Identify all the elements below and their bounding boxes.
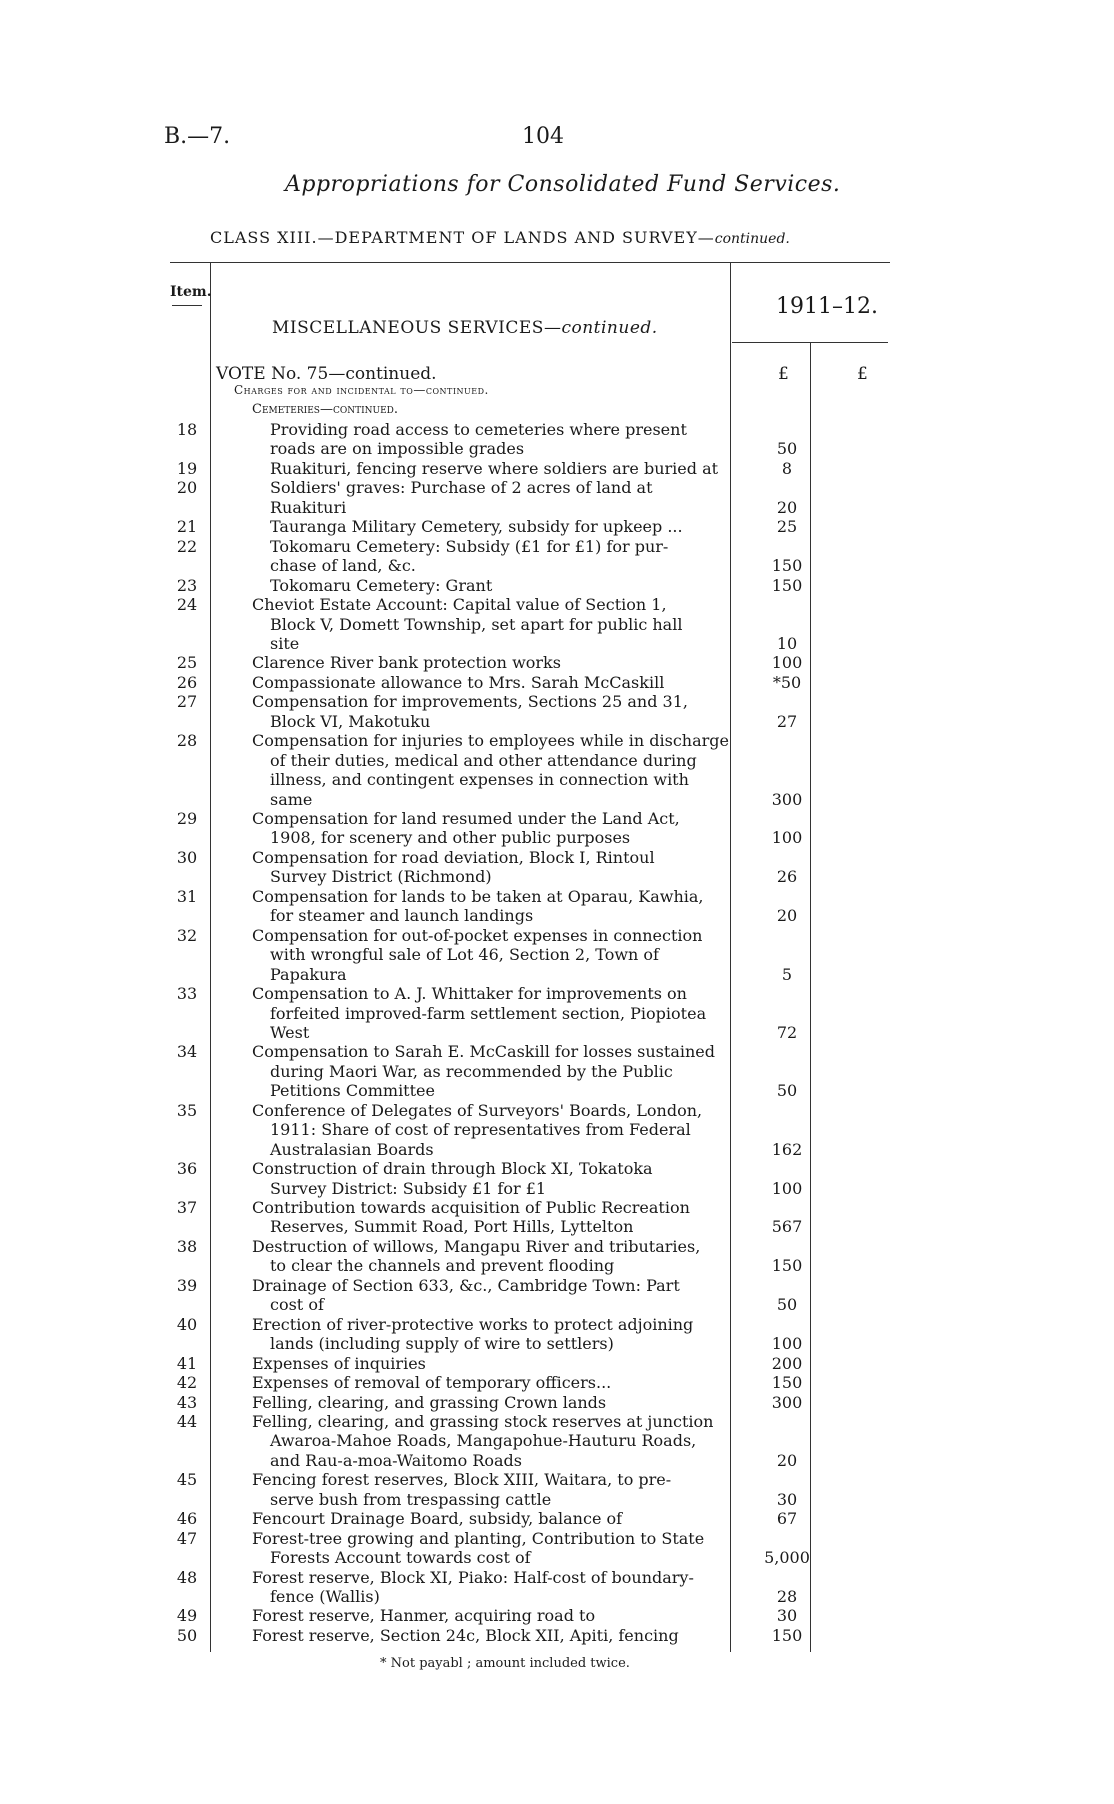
item-description-line: Forest reserve, Block XI, Piako: Half-cost of boundary- bbox=[252, 1567, 694, 1587]
item-description-line: during Maori War, as recommended by the Public bbox=[270, 1061, 673, 1081]
item-amount: 8 bbox=[781, 458, 793, 478]
item-number: 19 bbox=[176, 458, 198, 478]
item-description-line: Survey District: Subsidy £1 for £1 bbox=[270, 1178, 547, 1198]
class-heading-text: CLASS XIII.—DEPARTMENT OF LANDS AND SURVEY— bbox=[210, 228, 715, 247]
item-number: 26 bbox=[176, 672, 198, 692]
item-description-line: cost of bbox=[270, 1295, 324, 1315]
item-amount: 20 bbox=[776, 497, 798, 517]
item-description-line: Soldiers' graves: Purchase of 2 acres of land at bbox=[270, 478, 653, 498]
item-amount: 100 bbox=[771, 1334, 803, 1354]
item-description-line: Destruction of willows, Mangapu River and tributaries, bbox=[252, 1236, 701, 1256]
charges-heading: Charges for and incidental to—continued. bbox=[234, 383, 489, 397]
item-amount: 72 bbox=[776, 1022, 798, 1042]
table-top-rule bbox=[170, 262, 890, 263]
item-description-line: Expenses of removal of temporary officers... bbox=[252, 1373, 612, 1393]
item-description-line: Ruakituri bbox=[270, 497, 347, 517]
item-description-line: Tokomaru Cemetery: Grant bbox=[270, 575, 493, 595]
item-description-line: Felling, clearing, and grassing Crown lands bbox=[252, 1392, 607, 1412]
currency-symbol-2: £ bbox=[857, 364, 868, 384]
item-description-line: of their duties, medical and other attendance during bbox=[270, 750, 697, 770]
currency-symbol-1: £ bbox=[778, 364, 789, 384]
section-heading-continued: continued. bbox=[561, 318, 658, 338]
item-amount: 300 bbox=[771, 1392, 803, 1412]
item-description-line: Fencing forest reserves, Block XIII, Waitara, to pre- bbox=[252, 1470, 672, 1490]
item-description-line: roads are on impossible grades bbox=[270, 439, 525, 459]
item-amount: 30 bbox=[776, 1489, 798, 1509]
item-amount: 162 bbox=[771, 1139, 803, 1159]
item-number: 18 bbox=[176, 420, 198, 439]
item-description-line: Block V, Domett Township, set apart for public hall bbox=[270, 614, 683, 634]
item-number: 38 bbox=[176, 1236, 198, 1256]
item-number: 24 bbox=[176, 595, 198, 615]
item-number: 31 bbox=[176, 886, 198, 906]
item-amount: 150 bbox=[771, 556, 803, 576]
item-description-line: Compensation for improvements, Sections 25 and 31, bbox=[252, 692, 688, 712]
item-number: 37 bbox=[176, 1198, 198, 1217]
item-description-line: 1911: Share of cost of representatives from Federal bbox=[270, 1120, 691, 1140]
page-number: 104 bbox=[522, 124, 564, 149]
year-heading: 1911–12. bbox=[776, 294, 878, 319]
item-amount: 150 bbox=[771, 1256, 803, 1276]
item-number: 36 bbox=[176, 1159, 198, 1179]
item-amount: 67 bbox=[776, 1509, 798, 1529]
item-amount: 100 bbox=[771, 828, 803, 848]
document-code: B.—7. bbox=[164, 124, 231, 149]
item-description-line: Providing road access to cemeteries where present bbox=[270, 420, 687, 439]
item-number: 40 bbox=[176, 1314, 198, 1334]
item-number: 23 bbox=[176, 575, 198, 595]
year-heading-rule bbox=[732, 342, 888, 343]
item-description-line: Construction of drain through Block XI, Tokatoka bbox=[252, 1159, 653, 1179]
item-amount: 150 bbox=[771, 1373, 803, 1393]
section-heading bbox=[272, 318, 658, 338]
section-heading-text: MISCELLANEOUS SERVICES— bbox=[272, 318, 562, 338]
item-description-line: Forest-tree growing and planting, Contribution to State bbox=[252, 1528, 705, 1548]
item-description-line: Compensation for out-of-pocket expenses in connection bbox=[252, 925, 703, 945]
item-amount: 50 bbox=[776, 1081, 798, 1101]
item-amount: 26 bbox=[776, 867, 798, 887]
item-number: 47 bbox=[176, 1528, 198, 1548]
item-description-line: Compassionate allowance to Mrs. Sarah McCaskill bbox=[252, 672, 665, 692]
item-number: 30 bbox=[176, 847, 198, 867]
item-column-heading: Item. bbox=[170, 284, 212, 300]
item-amount: 567 bbox=[771, 1217, 803, 1237]
item-number: 34 bbox=[176, 1042, 198, 1062]
item-amount: 30 bbox=[776, 1606, 798, 1626]
amount-column-divider bbox=[730, 262, 731, 1652]
vote-heading: VOTE No. 75—continued. bbox=[216, 364, 437, 384]
item-description-line: for steamer and launch landings bbox=[270, 906, 534, 926]
item-number: 22 bbox=[176, 536, 198, 556]
item-amount: *50 bbox=[772, 672, 802, 692]
item-amount: 50 bbox=[776, 439, 798, 459]
item-description-line: same bbox=[270, 789, 313, 809]
item-amount: 27 bbox=[776, 711, 798, 731]
item-amount: 5 bbox=[781, 964, 793, 984]
item-amount: 300 bbox=[771, 789, 803, 809]
item-description-line: Awaroa-Mahoe Roads, Mangapohue-Hauturu Roads, bbox=[270, 1431, 697, 1451]
item-description-line: Conference of Delegates of Surveyors' Boards, London, bbox=[252, 1100, 703, 1120]
item-description-line: Compensation for road deviation, Block I, Rintoul bbox=[252, 847, 655, 867]
item-number: 21 bbox=[176, 517, 198, 537]
item-description-line: serve bush from trespassing cattle bbox=[270, 1489, 552, 1509]
item-amount: 20 bbox=[776, 1450, 798, 1470]
item-number: 44 bbox=[176, 1411, 198, 1431]
item-number: 29 bbox=[176, 809, 198, 828]
item-number: 35 bbox=[176, 1100, 198, 1120]
item-number: 20 bbox=[176, 478, 198, 498]
item-description-line: West bbox=[270, 1022, 310, 1042]
item-number: 48 bbox=[176, 1567, 198, 1587]
item-amount: 100 bbox=[771, 1178, 803, 1198]
item-description-line: with wrongful sale of Lot 46, Section 2, Town of bbox=[270, 945, 659, 965]
item-description-line: chase of land, &c. bbox=[270, 556, 416, 576]
item-amount: 28 bbox=[776, 1587, 798, 1606]
item-amount: 20 bbox=[776, 906, 798, 926]
item-description-line: Reserves, Summit Road, Port Hills, Lyttelton bbox=[270, 1217, 634, 1237]
item-description-line: Compensation for land resumed under the Land Act, bbox=[252, 809, 680, 828]
item-column-divider bbox=[210, 262, 211, 1652]
item-description-line: Forests Account towards cost of bbox=[270, 1548, 531, 1568]
item-description-line: Australasian Boards bbox=[270, 1139, 434, 1159]
item-description-line: lands (including supply of wire to settlers) bbox=[270, 1334, 614, 1354]
item-number: 41 bbox=[176, 1353, 198, 1373]
item-description-line: site bbox=[270, 633, 300, 653]
item-amount: 100 bbox=[771, 653, 803, 673]
item-description-line: Ruakituri, fencing reserve where soldiers are buried at bbox=[270, 458, 719, 478]
item-description-line: Drainage of Section 633, &c., Cambridge Town: Part bbox=[252, 1275, 680, 1295]
item-number: 49 bbox=[176, 1606, 198, 1626]
item-description-line: Fencourt Drainage Board, subsidy, balance of bbox=[252, 1509, 623, 1529]
item-number: 28 bbox=[176, 731, 198, 751]
item-heading-underline bbox=[172, 305, 202, 306]
item-description-line: to clear the channels and prevent flooding bbox=[270, 1256, 615, 1276]
item-description-line: 1908, for scenery and other public purposes bbox=[270, 828, 631, 848]
item-number: 27 bbox=[176, 692, 198, 712]
item-description-line: and Rau-a-moa-Waitomo Roads bbox=[270, 1450, 522, 1470]
item-number: 32 bbox=[176, 925, 198, 945]
item-description-line: Erection of river-protective works to protect adjoining bbox=[252, 1314, 694, 1334]
item-description-line: fence (Wallis) bbox=[270, 1587, 380, 1606]
item-description-line: illness, and contingent expenses in connection with bbox=[270, 770, 689, 790]
item-description-line: Papakura bbox=[270, 964, 347, 984]
item-description-line: Compensation for lands to be taken at Oparau, Kawhia, bbox=[252, 886, 704, 906]
item-amount: 50 bbox=[776, 1295, 798, 1315]
page-title: Appropriations for Consolidated Fund Services. bbox=[285, 172, 841, 197]
item-description-line: Survey District (Richmond) bbox=[270, 867, 492, 887]
item-amount: 200 bbox=[771, 1353, 803, 1373]
footnote: * Not payabl ; amount included twice. bbox=[380, 1656, 630, 1671]
cemeteries-heading: Cemeteries—continued. bbox=[252, 402, 399, 417]
item-description-line: Cheviot Estate Account: Capital value of Section 1, bbox=[252, 595, 667, 615]
item-description-line: Forest reserve, Hanmer, acquiring road to bbox=[252, 1606, 596, 1626]
item-number: 33 bbox=[176, 984, 198, 1004]
item-number: 45 bbox=[176, 1470, 198, 1490]
item-description-line: Forest reserve, Section 24c, Block XII, Apiti, fencing bbox=[252, 1625, 679, 1645]
item-description-line: Block VI, Makotuku bbox=[270, 711, 431, 731]
item-description-line: Compensation to A. J. Whittaker for improvements on bbox=[252, 984, 687, 1004]
item-number: 39 bbox=[176, 1275, 198, 1295]
class-heading-continued: continued. bbox=[714, 231, 790, 247]
item-description-line: Tauranga Military Cemetery, subsidy for upkeep ... bbox=[270, 517, 683, 537]
item-number: 46 bbox=[176, 1509, 198, 1529]
item-amount: 150 bbox=[771, 575, 803, 595]
item-description-line: Clarence River bank protection works bbox=[252, 653, 561, 673]
item-description-line: Compensation for injuries to employees while in discharge bbox=[252, 731, 729, 751]
item-amount: 150 bbox=[771, 1625, 803, 1645]
item-amount: 5,000 bbox=[764, 1548, 810, 1568]
item-number: 50 bbox=[176, 1625, 198, 1645]
item-description-line: Expenses of inquiries bbox=[252, 1353, 426, 1373]
item-description-line: forfeited improved-farm settlement section, Piopiotea bbox=[270, 1003, 707, 1023]
item-number: 43 bbox=[176, 1392, 198, 1412]
item-number: 25 bbox=[176, 653, 198, 673]
item-amount: 25 bbox=[776, 517, 798, 537]
item-description-line: Tokomaru Cemetery: Subsidy (£1 for £1) for pur- bbox=[270, 536, 669, 556]
item-description-line: Petitions Committee bbox=[270, 1081, 435, 1101]
class-heading bbox=[210, 228, 790, 247]
item-description-line: Compensation to Sarah E. McCaskill for losses sustained bbox=[252, 1042, 715, 1062]
item-description-line: Felling, clearing, and grassing stock reserves at junction bbox=[252, 1411, 714, 1431]
item-amount: 10 bbox=[776, 633, 798, 653]
item-number: 42 bbox=[176, 1373, 198, 1393]
item-description-line: Contribution towards acquisition of Public Recreation bbox=[252, 1198, 690, 1217]
